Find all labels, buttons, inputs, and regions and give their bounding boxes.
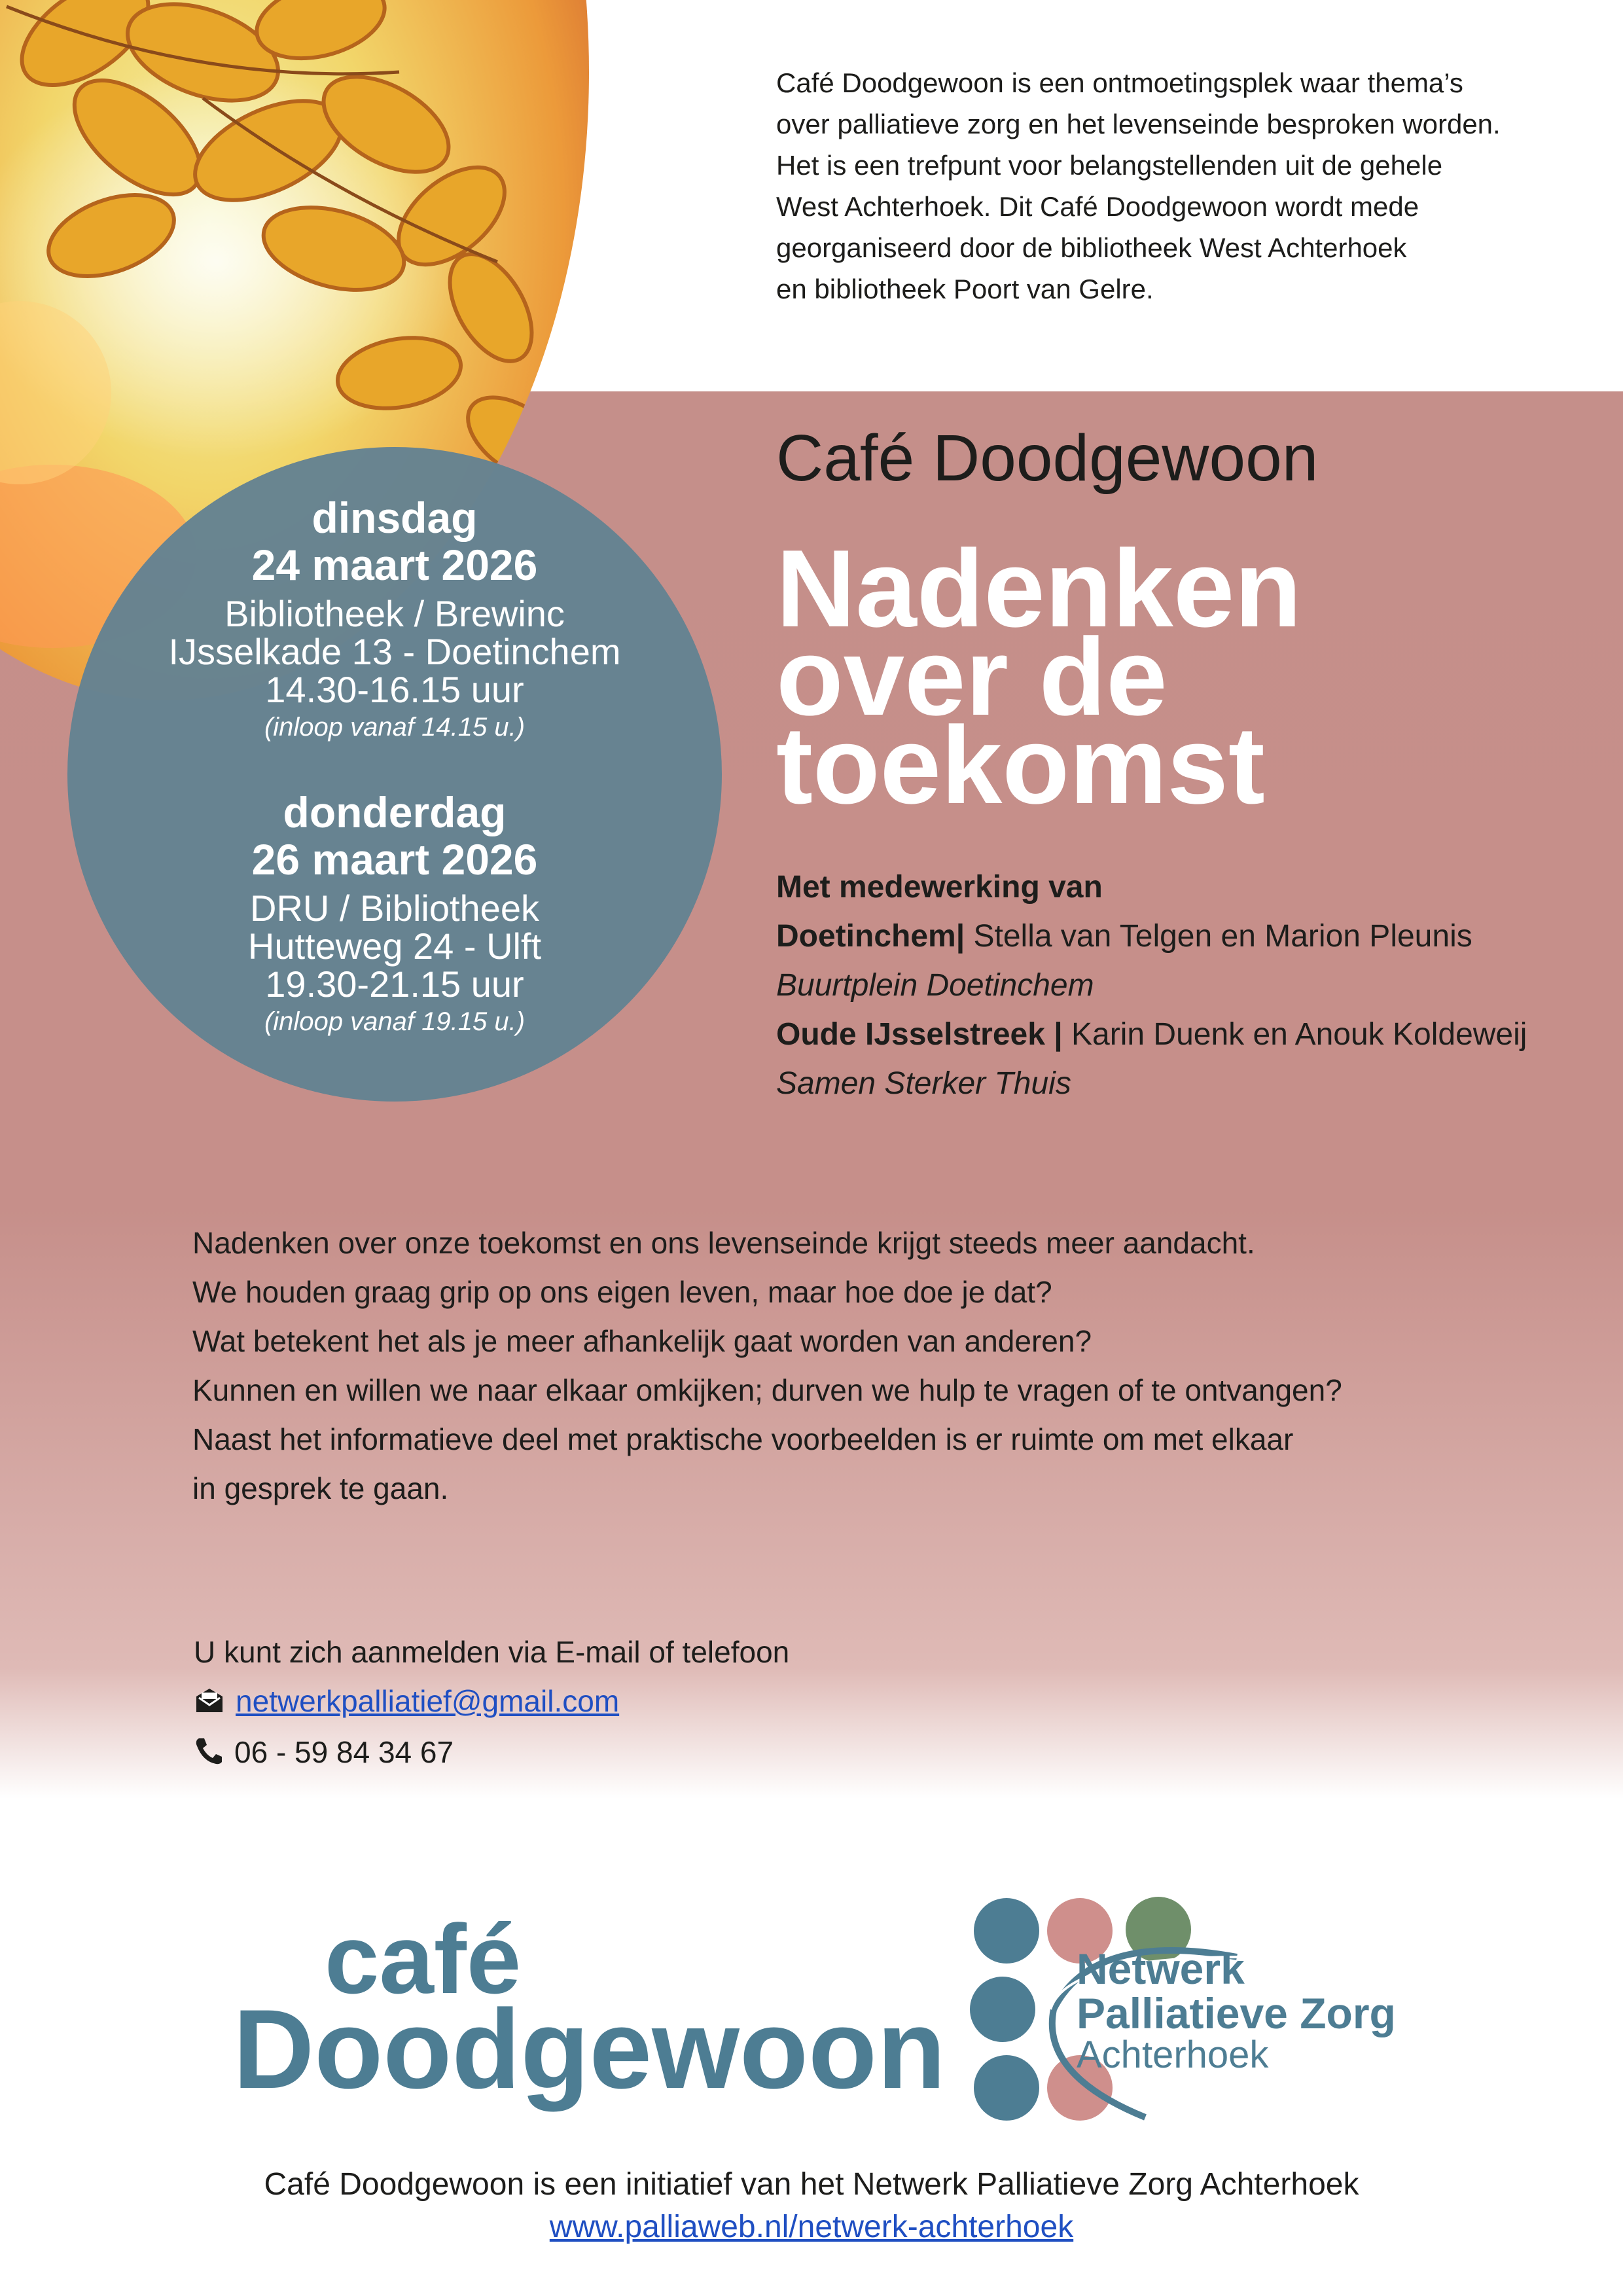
event-venue: DRU / Bibliotheek — [250, 888, 539, 929]
collab-organisation: Buurtplein Doetinchem — [776, 968, 1094, 1003]
event-time: 19.30-21.15 uur — [265, 963, 524, 1005]
intro-line: georganiseerd door de bibliotheek West Achterhoek — [776, 232, 1407, 263]
intro-line: Het is een trefpunt voor belangstellenden uit de gehele — [776, 150, 1443, 181]
intro-line: over palliatieve zorg en het levenseinde besproken worden. — [776, 109, 1501, 139]
intro-paragraph — [776, 62, 1581, 310]
body-line: Wat betekent het als je meer afhankelijk gaat worden van anderen? — [192, 1324, 1092, 1358]
event-venue: Bibliotheek / Brewinc — [224, 593, 565, 634]
collab-organisation: Samen Sterker Thuis — [776, 1066, 1071, 1101]
body-line: Kunnen en willen we naar elkaar omkijken; durven we hulp te vragen of te ontvangen? — [192, 1373, 1342, 1407]
body-line: Naast het informatieve deel met praktische voorbeelden is er ruimte om met elkaar — [192, 1422, 1294, 1456]
phone-number: 06 - 59 84 34 67 — [234, 1735, 454, 1770]
logo-cafe-word: café — [325, 1904, 522, 2014]
description-paragraph — [192, 1219, 1501, 1513]
footer-text: Café Doodgewoon is een initiatief van het Netwerk Palliatieve Zorg Achterhoek — [264, 2167, 1359, 2202]
event-time: 14.30-16.15 uur — [265, 669, 524, 710]
netwerk-palliatieve-zorg-logo — [962, 1892, 1420, 2127]
registration-heading: U kunt zich aanmelden via E-mail of telefoon — [194, 1635, 790, 1669]
logo-doodgewoon-word: Doodgewoon — [233, 1986, 946, 2112]
envelope-icon — [194, 1679, 225, 1728]
collaboration-heading: Met medewerking van — [776, 870, 1103, 905]
intro-line: Café Doodgewoon is een ontmoetingsplek waar thema’s — [776, 67, 1463, 98]
collaboration-block — [776, 863, 1527, 1108]
body-line: Nadenken over onze toekomst en ons levenseinde krijgt steeds meer aandacht. — [192, 1226, 1255, 1260]
registration-block — [194, 1628, 789, 1780]
body-line: in gesprek te gaan. — [192, 1471, 449, 1505]
event-day: donderdag — [283, 788, 507, 836]
body-line: We houden graag grip op ons eigen leven, maar hoe doe je dat? — [192, 1275, 1052, 1309]
footer-website-link[interactable]: www.palliaweb.nl/netwerk-achterhoek — [549, 2210, 1074, 2244]
collab-people: Stella van Telgen en Marion Pleunis — [965, 919, 1472, 954]
title-line: Nadenken — [776, 527, 1302, 650]
collab-people: Karin Duenk en Anouk Koldeweij — [1062, 1017, 1527, 1052]
page-title — [776, 527, 1302, 827]
event-date: 24 maart 2026 — [251, 541, 538, 589]
event-date: 26 maart 2026 — [251, 835, 538, 884]
event-address: Hutteweg 24 - Ulft — [247, 925, 542, 967]
logo-achterhoek-word: Achterhoek — [1077, 2034, 1269, 2076]
title-line: over de — [776, 615, 1168, 738]
email-link[interactable]: netwerkpalliatief@gmail.com — [236, 1684, 620, 1718]
collab-place: Doetinchem| — [776, 919, 965, 954]
event-walkin: (inloop vanaf 14.15 u.) — [264, 713, 526, 742]
title-line: toekomst — [776, 704, 1265, 827]
footer-link-row — [0, 2209, 1623, 2245]
event-series-name: Café Doodgewoon — [776, 422, 1319, 495]
event-address: IJsselkade 13 - Doetinchem — [168, 631, 621, 672]
intro-line: en bibliotheek Poort van Gelre. — [776, 274, 1154, 304]
event-dates-circle — [67, 447, 722, 1102]
event-day: dinsdag — [312, 493, 478, 542]
phone-icon — [194, 1731, 224, 1780]
logo-palliatieve-zorg-words: Palliatieve Zorg — [1077, 1989, 1396, 2037]
event-walkin: (inloop vanaf 19.15 u.) — [264, 1007, 526, 1036]
collab-place: Oude IJsselstreek | — [776, 1017, 1063, 1052]
intro-line: West Achterhoek. Dit Café Doodgewoon wordt mede — [776, 191, 1419, 222]
logo-netwerk-word: Netwerk — [1077, 1945, 1245, 1993]
